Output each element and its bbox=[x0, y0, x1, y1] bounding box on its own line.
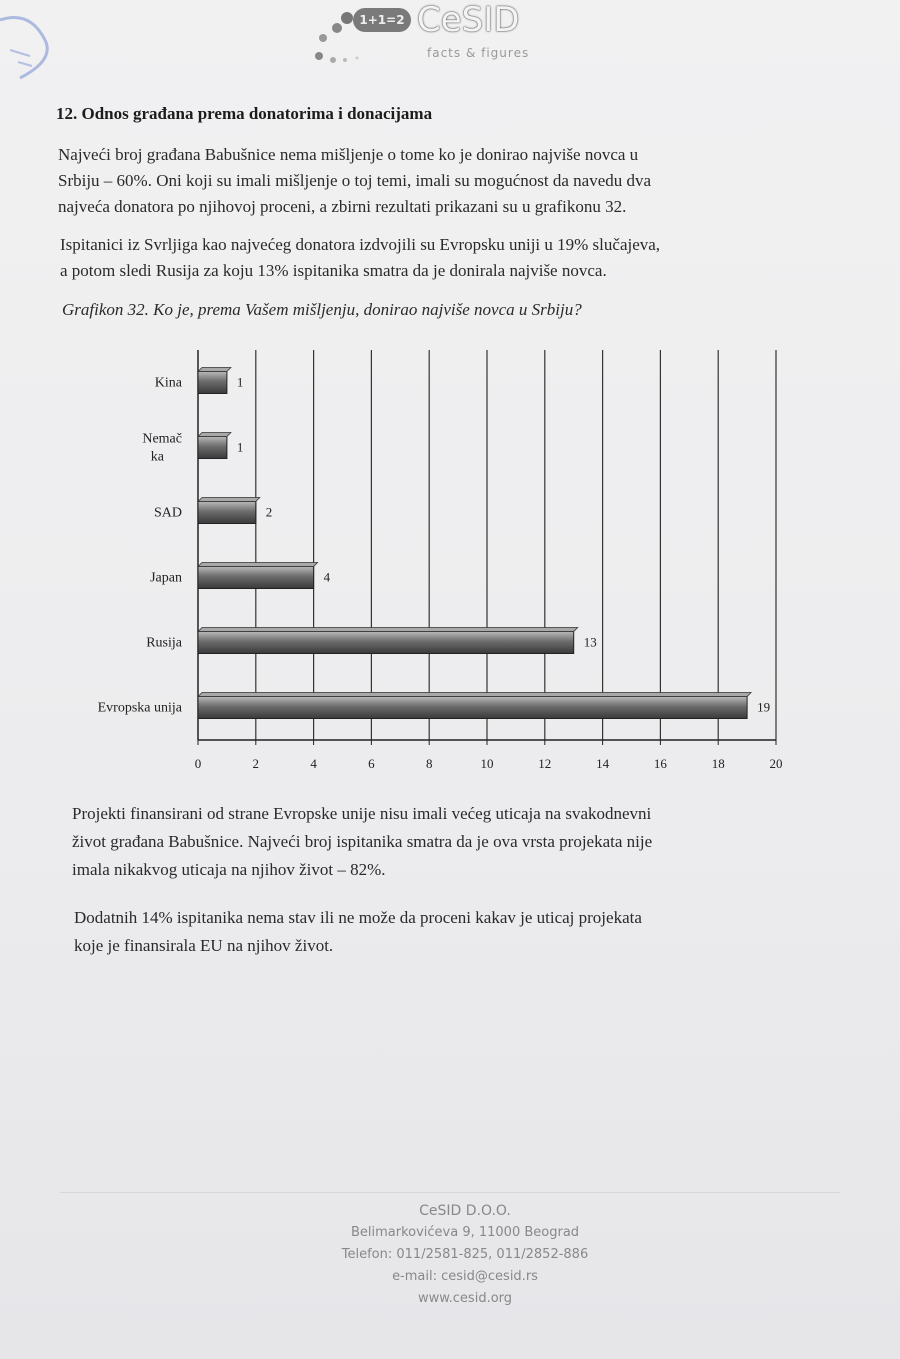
chart-bar bbox=[198, 697, 747, 719]
chart-category-label: SAD bbox=[153, 505, 182, 521]
chart-bar bbox=[198, 567, 314, 589]
footer bbox=[330, 1200, 600, 1310]
paragraph-line: Srbiju – 60%. Oni koji su imali mišljenje o toj temi, imali su mogućnost da navedu dva bbox=[58, 171, 652, 190]
chart-tick-label: 4 bbox=[310, 756, 317, 771]
chart-tick-label: 20 bbox=[769, 756, 783, 771]
logo-badge: 1+1=2 bbox=[353, 8, 411, 32]
paragraph-line: najveća donatora po njihovoj proceni, a zbirni rezultati prikazani su u grafikonu 32. bbox=[58, 197, 627, 216]
chart-bar-top bbox=[198, 433, 231, 437]
chart-data-label: 19 bbox=[757, 699, 771, 715]
section-title: 12. Odnos građana prema donatorima i donacijama bbox=[56, 104, 433, 123]
chart-bar-top bbox=[198, 563, 318, 567]
chart-category-label: Rusija bbox=[146, 635, 182, 651]
chart-tick-label: 12 bbox=[538, 756, 552, 771]
paragraph-line: imala nikakvog uticaja na njihov život – 82%. bbox=[72, 860, 386, 879]
chart-category-label: Nemač ka bbox=[142, 431, 182, 465]
chart-bar bbox=[198, 372, 227, 394]
chart-bar-top bbox=[198, 693, 751, 697]
chart-data-label: 2 bbox=[265, 504, 273, 520]
footer-phone: Telefon: 011/2581-825, 011/2852-886 bbox=[341, 1247, 589, 1262]
paragraph-line: Dodatnih 14% ispitanika nema stav ili ne može da proceni kakav je uticaj projekata bbox=[74, 908, 642, 927]
paragraph-line: Projekti finansirani od strane Evropske unije nisu imali većeg uticaja na svakodnevni bbox=[72, 804, 652, 823]
cesid-logo bbox=[305, 0, 545, 70]
paragraph-line: Ispitanici iz Svrljiga kao najvećeg donatora izdvojili su Evropsku uniji u 19% slučajeva, bbox=[60, 235, 661, 254]
chart-bar bbox=[198, 502, 256, 524]
stamp-mark bbox=[0, 0, 80, 80]
chart-data-label: 1 bbox=[236, 374, 244, 390]
chart-data-label: 13 bbox=[583, 634, 597, 650]
footer-divider bbox=[60, 1192, 840, 1193]
footer-website: www.cesid.org bbox=[417, 1291, 513, 1306]
chart-caption: Grafikon 32. Ko je, prema Vašem mišljenju, donirao najviše novca u Srbiju? bbox=[62, 300, 582, 319]
footer-email: e-mail: cesid@cesid.rs bbox=[392, 1269, 538, 1284]
chart-tick-label: 18 bbox=[711, 756, 725, 771]
chart-bar bbox=[198, 632, 574, 654]
chart-tick-label: 16 bbox=[653, 756, 667, 771]
paragraph-line: koje je finansirala EU na njihov život. bbox=[74, 936, 334, 955]
chart-category-label: Japan bbox=[150, 570, 182, 586]
chart-tick-label: 2 bbox=[252, 756, 260, 771]
bar-chart bbox=[60, 330, 800, 790]
paragraph-3 bbox=[72, 800, 842, 884]
chart-bar-top bbox=[198, 498, 260, 502]
paragraph-4 bbox=[74, 904, 844, 960]
paragraph-line: Najveći broj građana Babušnice nema mišljenje o tome ko je donirao najviše novca u bbox=[58, 145, 639, 164]
paragraph-line: a potom sledi Rusija za koju 13% ispitanika smatra da je donirala najviše novca. bbox=[60, 261, 607, 280]
chart-category-label: Evropska unija bbox=[97, 700, 182, 716]
footer-company: CeSID D.O.O. bbox=[419, 1203, 511, 1219]
chart-bar bbox=[198, 437, 227, 459]
logo-tagline: facts & figures bbox=[427, 46, 530, 60]
logo-wordmark: CeSID bbox=[417, 0, 520, 40]
paragraph-2 bbox=[60, 232, 820, 284]
footer-address: Belimarkovićeva 9, 11000 Beograd bbox=[350, 1225, 580, 1240]
chart-tick-label: 10 bbox=[480, 756, 494, 771]
chart-tick-label: 6 bbox=[368, 756, 375, 771]
paragraph-line: život građana Babušnice. Najveći broj ispitanika smatra da je ova vrsta projekata nije bbox=[72, 832, 653, 851]
chart-bar-top bbox=[198, 368, 231, 372]
chart-category-label: Kina bbox=[154, 375, 182, 391]
chart-data-label: 4 bbox=[323, 569, 331, 585]
paragraph-1 bbox=[58, 142, 818, 220]
chart-data-label: 1 bbox=[236, 439, 244, 455]
chart-tick-label: 14 bbox=[596, 756, 610, 771]
chart-tick-label: 8 bbox=[425, 756, 433, 771]
chart-tick-label: 0 bbox=[194, 756, 202, 771]
chart-bar-top bbox=[198, 628, 578, 632]
